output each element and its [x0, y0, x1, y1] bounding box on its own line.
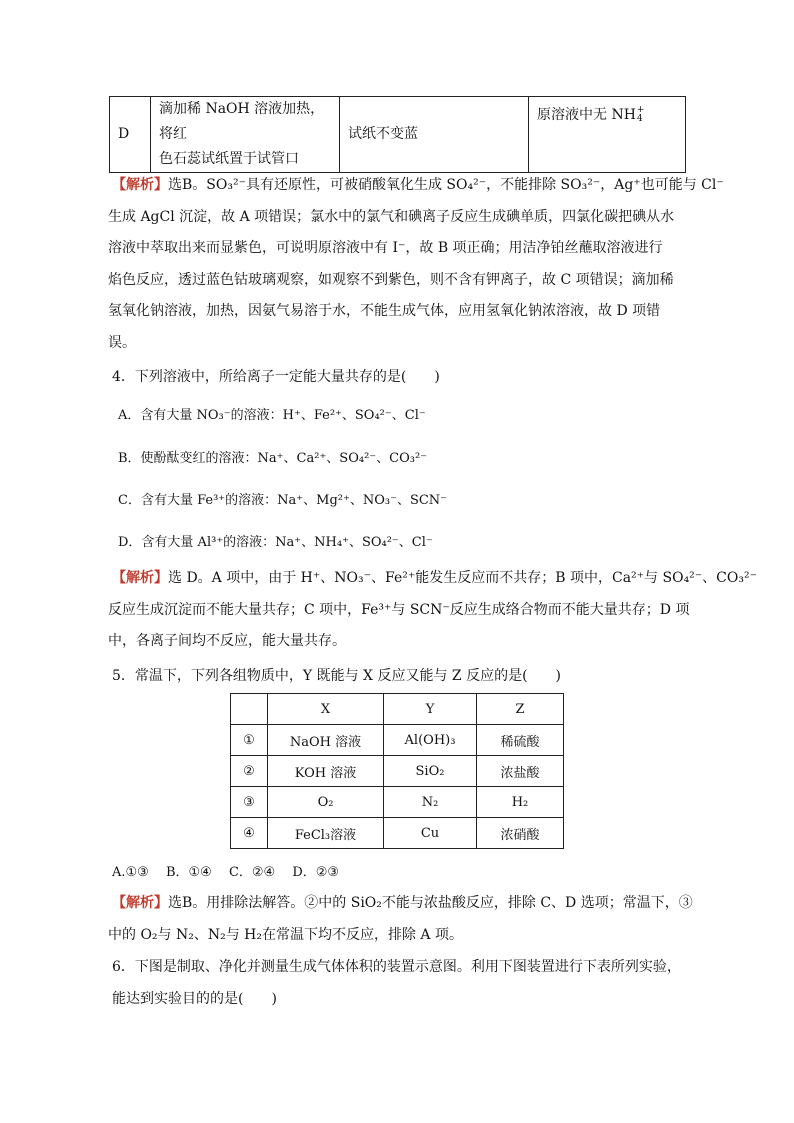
- analysis-tag: 【解析】: [112, 895, 168, 911]
- analysis-line: 氢氧化钠溶液，加热，因氨气易溶于水，不能生成气体，应用氢氧化钠浓溶液，故 D 项错: [108, 303, 661, 319]
- question-5-table: [230, 693, 564, 849]
- operation-line-1: 滴加稀 NaOH 溶液加热，将红: [159, 101, 325, 142]
- table-cell: Cu: [384, 818, 477, 849]
- question-5-stem: 5．常温下，下列各组物质中，Y 既能与 X 反应又能与 Z 反应的是( ): [112, 668, 562, 684]
- question-4-option-d: D．含有大量 Al³⁺的溶液：Na⁺、NH₄⁺、SO₄²⁻、Cl⁻: [118, 535, 433, 550]
- table-cell: 浓盐酸: [477, 756, 564, 787]
- table-cell: KOH 溶液: [268, 756, 384, 787]
- question-4-option-a: A．含有大量 NO₃⁻的溶液：H⁺、Fe²⁺、SO₄²⁻、Cl⁻: [118, 408, 426, 423]
- analysis-line: 生成 AgCl 沉淀，故 A 项错误；氯水中的氯气和碘离子反应生成碘单质，四氯化碳把碘从水: [108, 208, 675, 225]
- operation-cell: [151, 97, 340, 173]
- table-cell: SiO₂: [384, 756, 477, 787]
- analysis-line: 选B。SO₃²⁻具有还原性，可被硝酸氧化生成 SO₄²⁻，不能排除 SO₃²⁻，Ag⁺也可能与 Cl⁻: [168, 177, 724, 193]
- table-cell: N₂: [384, 787, 477, 818]
- conclusion-sub: 4: [636, 114, 643, 124]
- question-4-stem: 4．下列溶液中，所给离子一定能大量共存的是( ): [112, 369, 440, 385]
- table-cell: 稀硫酸: [477, 725, 564, 756]
- table-row: [231, 818, 564, 849]
- question-line: 能达到实验目的的是( ): [112, 990, 277, 1007]
- table-cell: ④: [231, 818, 268, 849]
- phenomenon-cell: 试纸不变蓝: [340, 97, 529, 173]
- experiment-table-row-d: [109, 96, 686, 173]
- table-header-row: [231, 694, 564, 725]
- table-row: [231, 725, 564, 756]
- analysis-line: 选B。用排除法解答。②中的 SiO₂不能与浓盐酸反应，排除 C、D 选项；常温下，③: [168, 895, 693, 911]
- conclusion-text: 原溶液中无 NH: [537, 107, 636, 123]
- analysis-q3: [108, 170, 724, 359]
- table-cell: NaOH 溶液: [268, 725, 384, 756]
- conclusion-sup: +: [636, 105, 645, 115]
- table-cell: H₂: [477, 787, 564, 818]
- analysis-line: 选 D。A 项中，由于 H⁺、NO₃⁻、Fe²⁺能发生反应而不共存；B 项中，Ca²⁺与 SO₄²⁻、CO₃²⁻: [168, 570, 757, 586]
- table-header-cell: Z: [477, 694, 564, 725]
- table-cell: O₂: [268, 787, 384, 818]
- analysis-line: 溶液中萃取出来而显紫色，可说明原溶液中有 I⁻，故 B 项正确；用洁净铂丝蘸取溶液进行: [108, 240, 663, 256]
- operation-line-2: 色石蕊试纸置于试管口: [159, 151, 299, 167]
- table-cell: 浓硝酸: [477, 818, 564, 849]
- table-header-cell: [231, 694, 268, 725]
- analysis-line: 中的 O₂与 N₂、N₂与 H₂在常温下均不反应，排除 A 项。: [108, 926, 463, 943]
- analysis-tag: 【解析】: [112, 177, 168, 193]
- table-cell: ①: [231, 725, 268, 756]
- table-cell: ③: [231, 787, 268, 818]
- question-6-stem: [112, 952, 692, 1015]
- analysis-tag: 【解析】: [112, 570, 168, 586]
- question-5-choices: A.①③ B．①④ C．②④ D．②③: [112, 865, 340, 880]
- table-row: [231, 787, 564, 818]
- table-cell: Al(OH)₃: [384, 725, 477, 756]
- table-header-cell: X: [268, 694, 384, 725]
- analysis-q4: [108, 563, 757, 658]
- table-row: [231, 756, 564, 787]
- analysis-q5: [108, 888, 693, 951]
- table-cell: FeCl₃溶液: [268, 818, 384, 849]
- analysis-line: 焰色反应，透过蓝色钴玻璃观察，如观察不到紫色，则不含有钾离子，故 C 项错误；滴加稀: [108, 271, 674, 288]
- row-label: D: [110, 97, 151, 173]
- question-4-option-c: C．含有大量 Fe³⁺的溶液：Na⁺、Mg²⁺、NO₃⁻、SCN⁻: [118, 493, 448, 508]
- table-header-cell: Y: [384, 694, 477, 725]
- question-4-option-b: B．使酚酞变红的溶液：Na⁺、Ca²⁺、SO₄²⁻、CO₃²⁻: [118, 451, 428, 466]
- analysis-line: 中，各离子间均不反应，能大量共存。: [108, 633, 346, 649]
- question-line: 6．下图是制取、净化并测量生成气体体积的装置示意图。利用下图装置进行下表所列实验，: [112, 959, 681, 975]
- analysis-line: 反应生成沉淀而不能大量共存；C 项中，Fe³⁺与 SCN⁻反应生成络合物而不能大量共存；D 项: [108, 601, 690, 618]
- analysis-line: 误。: [108, 334, 136, 351]
- conclusion-cell: [529, 97, 686, 173]
- table-cell: ②: [231, 756, 268, 787]
